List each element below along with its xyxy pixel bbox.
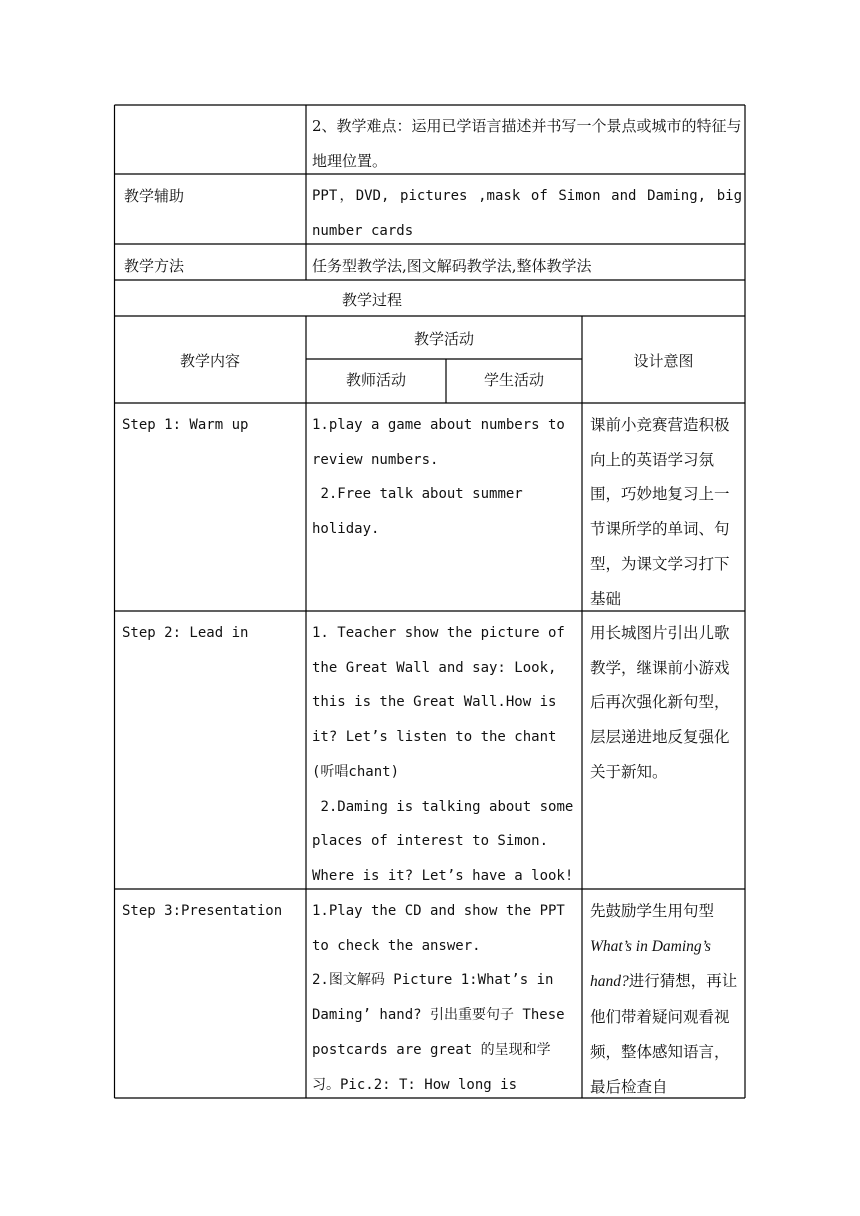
methods-content: 任务型教学法,图文解码教学法,整体教学法 — [312, 257, 592, 275]
step3-intent — [590, 894, 740, 1097]
step2-activity: 1. Teacher show the picture of the Great Wall and say: Look, this is the Great Wall.How is it? Let’s listen to the chant (听唱chant) 2.Daming is talking about some places of interest to Simon. Where is it? Let’s have a look! — [312, 625, 574, 884]
header-teacher: 教师活动 — [345, 371, 406, 389]
step1-intent: 课前小竞赛营造积极向上的英语学习氛围，巧妙地复习上一节课所学的单词、句型，为课文学习打下基础 — [590, 416, 730, 608]
header-content: 教学内容 — [179, 352, 240, 370]
step2-intent: 用长城图片引出儿歌教学，继课前小游戏后再次强化新句型，层层递进地反复强化关于新知。 — [590, 624, 730, 781]
step3-activity: 1.Play the CD and show the PPT to check the answer. 2.图文解码 Picture 1:What’s in Daming’ hand? 引出重要句子 These postcards are great 的呈现和学习。Pic.2: T: How long is — [312, 903, 565, 1093]
header-student: 学生活动 — [483, 371, 544, 389]
aids-label: 教学辅助 — [124, 187, 185, 205]
step3-intent-italic: What’s in Daming’s hand? — [590, 937, 715, 991]
header-intent: 设计意图 — [633, 352, 694, 370]
methods-label: 教学方法 — [124, 257, 185, 275]
process-title: 教学过程 — [341, 291, 402, 309]
step1-name: Step 1: Warm up — [122, 417, 249, 433]
step2-name: Step 2: Lead in — [122, 625, 249, 641]
step1-activity: 1.play a game about numbers to review numbers. 2.Free talk about summer holiday. — [312, 417, 565, 538]
aids-content: PPT，DVD, pictures ,mask of Simon and Daming, big number cards — [312, 188, 751, 239]
difficulty-cell: 2、教学难点：运用已学语言描述并书写一个景点或城市的特征与地理位置。 — [312, 117, 742, 170]
step3-intent-lead: 先鼓励学生用句型 — [590, 902, 715, 920]
step3-intent-rest: 进行猜想，再让他们带着疑问观看视频，整体感知语言，最后检查自 — [590, 972, 738, 1096]
step3-name: Step 3:Presentation — [122, 903, 283, 919]
header-activity: 教学活动 — [413, 330, 474, 348]
